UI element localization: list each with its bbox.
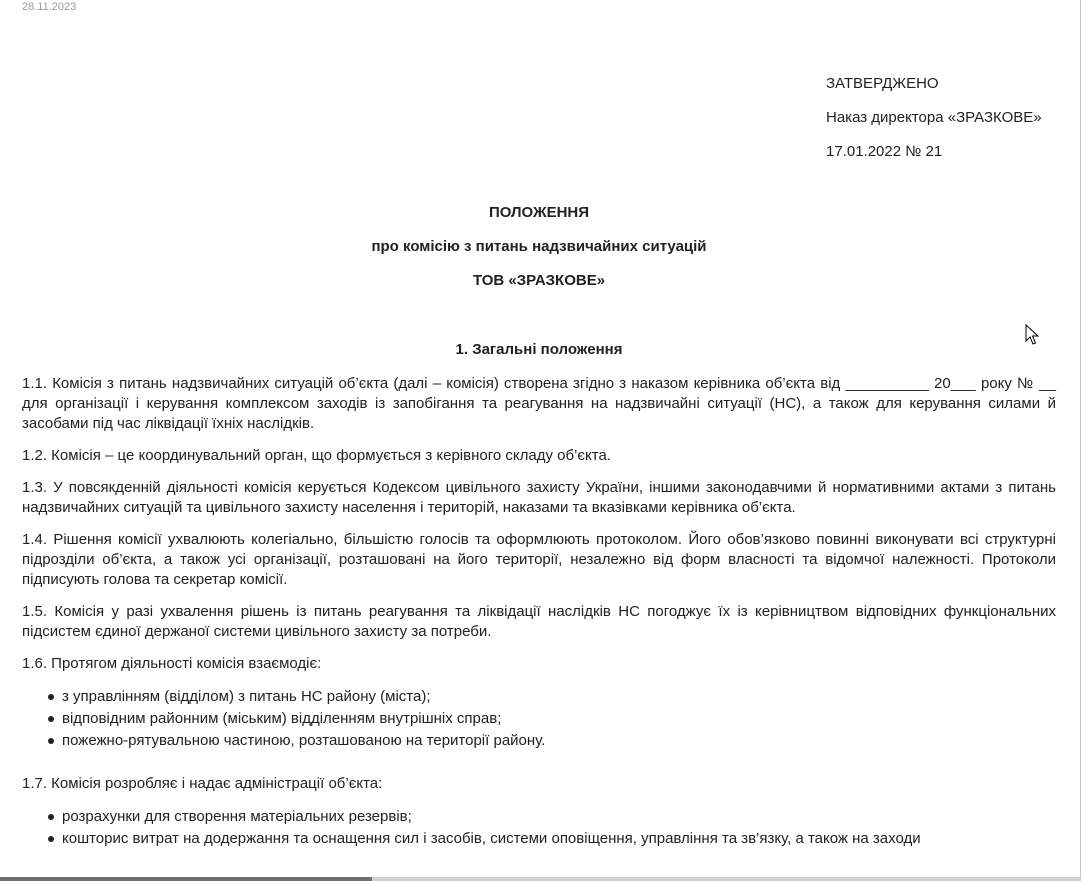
scrollbar-thumb[interactable]	[0, 877, 372, 881]
list-item: з управлінням (відділом) з питань НС району (міста);	[62, 686, 1056, 708]
approval-date-number: 17.01.2022 № 21	[826, 143, 943, 160]
document-title-line3: ТОВ «ЗРАЗКОВЕ»	[472, 272, 606, 289]
print-date: 28.11.2023	[22, 1, 77, 13]
document-body	[22, 374, 1056, 862]
approval-status: ЗАТВЕРДЖЕНО	[826, 75, 939, 92]
approval-order: Наказ директора «ЗРАЗКОВЕ»	[826, 109, 1042, 126]
paragraph-1-7: 1.7. Комісія розробляє і надає адміністрації об’єкта:	[22, 775, 383, 792]
deliverables-list	[22, 806, 1056, 850]
mouse-pointer-icon	[1025, 324, 1039, 346]
horizontal-scrollbar[interactable]	[0, 877, 1081, 881]
document-title-line2: про комісію з питань надзвичайних ситуацій	[371, 238, 707, 255]
paragraph-1-2: 1.2. Комісія – це координувальний орган, що формується з керівного складу об’єкта.	[22, 447, 611, 464]
paragraph-1-5: 1.5. Комісія у разі ухвалення рішень із питань реагування та ліквідації наслідків НС погоджує їх із керівництвом відповідних функціональних підсистем єдиної держаної системи цивільного захисту за потреби.	[22, 603, 1056, 640]
list-item: пожежно-рятувальною частиною, розташованою на території району.	[62, 730, 1056, 752]
paragraph-1-6: 1.6. Протягом діяльності комісія взаємодіє:	[22, 655, 322, 672]
document-title-line1: ПОЛОЖЕННЯ	[488, 204, 590, 221]
list-item: розрахунки для створення матеріальних резервів;	[62, 806, 1056, 828]
section-heading: 1. Загальні положення	[455, 341, 623, 358]
approval-block	[826, 74, 1076, 176]
list-item: кошторис витрат на додержання та оснащення сил і засобів, системи оповіщення, управління та зв’язку, а також на заходи	[62, 828, 1056, 850]
paragraph-1-3: 1.3. У повсякденній діяльності комісія керується Кодексом цивільного захисту України, іншими законодавчими й нормативними актами з питань надзвичайних ситуацій та цивільного захисту населення і територій, наказами та вказівками керівника об’єкта.	[22, 479, 1056, 516]
document-title	[22, 203, 1056, 305]
interaction-list	[22, 686, 1056, 752]
list-item: відповідним районним (міським) відділенням внутрішніх справ;	[62, 708, 1056, 730]
paragraph-1-1: 1.1. Комісія з питань надзвичайних ситуацій об’єкта (далі – комісія) створена згідно з наказом керівника об’єкта від __________ 20___ року № __ для організації і керування комплексом заходів із запобігання та реагування на надзвичайні ситуації (НС), а також для керування силами й засобами під час ліквідації їхніх наслідків.	[22, 375, 1056, 432]
paragraph-1-4: 1.4. Рішення комісії ухвалюють колегіально, більшістю голосів та оформлюють протоколом. Його обов’язково повинні виконувати всі структурні підрозділи об’єкта, а також усі організації, розташовані на його території, незалежно від форм власності та відомчої належності. Протоколи підписують голова та секретар комісії.	[22, 531, 1056, 588]
